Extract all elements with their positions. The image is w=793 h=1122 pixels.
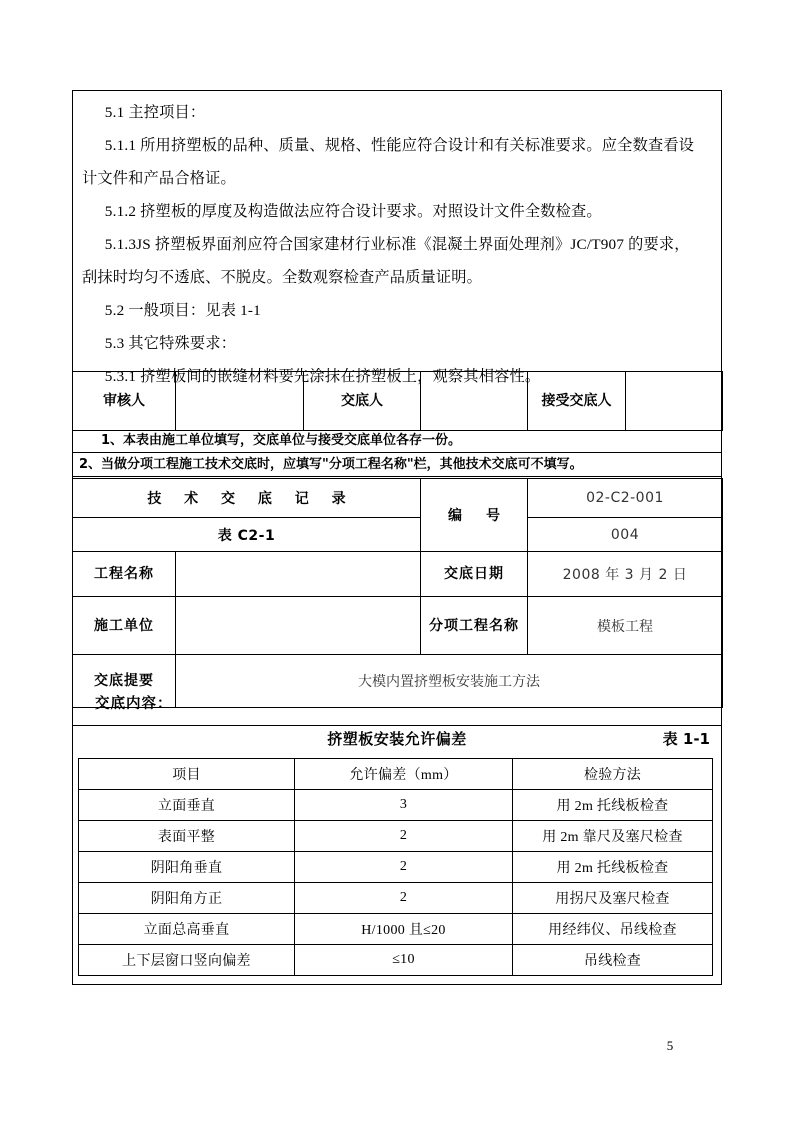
table-row (73, 597, 723, 655)
note-item: 1、本表由施工单位填写，交底单位与接受交底单位各存一份。 (72, 429, 722, 453)
table-header-row (79, 759, 713, 790)
table-row (73, 518, 723, 552)
table-row (73, 372, 723, 431)
record-number-value-secondary: 004 (528, 518, 723, 552)
paragraph: 5.3.1 挤塑板间的嵌缝材料要先涂抹在挤塑板上，观察其相容性。 (104, 368, 541, 385)
deviation-caption-number: 表 1-1 (662, 730, 710, 748)
record-subtitle: 表 C2-1 (73, 518, 421, 552)
signature-label-presenter: 交底人 (304, 372, 421, 431)
signature-label-receiver: 接受交底人 (528, 372, 626, 431)
content-header-strip (72, 685, 722, 726)
deviation-cell-item: 阴阳角垂直 (79, 852, 295, 883)
table-row (79, 852, 713, 883)
handover-date-value: 2008 年 3 月 2 日 (528, 552, 723, 597)
record-number-value-primary: 02-C2-001 (528, 479, 723, 518)
deviation-cell-method: 吊线检查 (513, 945, 713, 976)
signature-table (72, 371, 722, 431)
deviation-caption-row (72, 726, 722, 754)
deviation-cell-method: 用 2m 托线板检查 (513, 852, 713, 883)
deviation-cell-item: 表面平整 (79, 821, 295, 852)
deviation-cell-item: 立面垂直 (79, 790, 295, 821)
paragraph: 5.1 主控项目： (104, 104, 206, 121)
content-label: 交底内容： (95, 696, 173, 712)
table-row (73, 552, 723, 597)
project-name-label: 工程名称 (73, 552, 176, 597)
deviation-caption-title: 挤塑板安装允许偏差 (327, 730, 467, 748)
signature-value-presenter[interactable] (421, 372, 528, 431)
deviation-header-tolerance: 允许偏差（mm） (295, 759, 513, 790)
signature-value-receiver[interactable] (626, 372, 723, 431)
signature-label-reviewer: 审核人 (73, 372, 176, 431)
deviation-cell-tolerance: H/1000 且≤20 (295, 914, 513, 945)
table-row (79, 790, 713, 821)
deviation-cell-tolerance: 3 (295, 790, 513, 821)
table-row (79, 945, 713, 976)
construction-unit-label: 施工单位 (73, 597, 176, 655)
paragraph: 5.2 一般项目：见表 1-1 (104, 302, 261, 319)
record-number-label: 编 号 (421, 479, 528, 552)
signature-value-reviewer[interactable] (176, 372, 304, 431)
deviation-cell-tolerance: 2 (295, 883, 513, 914)
deviation-cell-item: 上下层窗口竖向偏差 (79, 945, 295, 976)
deviation-cell-method: 用 2m 靠尺及塞尺检查 (513, 821, 713, 852)
deviation-cell-item: 立面总高垂直 (79, 914, 295, 945)
deviation-cell-item: 阴阳角方正 (79, 883, 295, 914)
page-number: 5 (666, 1038, 674, 1053)
deviation-cell-method: 用经纬仪、吊线检查 (513, 914, 713, 945)
paragraph: 计文件和产品合格证。 (82, 170, 236, 187)
table-row (79, 821, 713, 852)
deviation-table (78, 758, 712, 976)
notes-block (72, 429, 722, 477)
deviation-header-item: 项目 (79, 759, 295, 790)
subproject-name-label: 分项工程名称 (421, 597, 528, 655)
construction-unit-value[interactable] (176, 597, 421, 655)
technical-record-table (72, 478, 722, 708)
paragraph: 5.1.2 挤塑板的厚度及构造做法应符合设计要求。对照设计文件全数检查。 (104, 203, 602, 220)
table-row (79, 883, 713, 914)
paragraph: 5.3 其它特殊要求： (104, 335, 237, 352)
table-row (79, 914, 713, 945)
record-title: 技 术 交 底 记 录 (73, 479, 421, 518)
deviation-cell-method: 用拐尺及塞尺检查 (513, 883, 713, 914)
deviation-header-method: 检验方法 (513, 759, 713, 790)
paragraph: 5.1.1 所用挤塑板的品种、质量、规格、性能应符合设计和有关标准要求。应全数查看设 (104, 137, 695, 154)
note-item: 2、当做分项工程施工技术交底时，应填写"分项工程名称"栏，其他技术交底可不填写。 (72, 453, 722, 477)
deviation-cell-method: 用 2m 托线板检查 (513, 790, 713, 821)
summary-label: 交底提要 (73, 655, 176, 708)
deviation-cell-tolerance: ≤10 (295, 945, 513, 976)
subproject-name-value: 模板工程 (528, 597, 723, 655)
handover-date-label: 交底日期 (421, 552, 528, 597)
body-text-block (82, 96, 712, 393)
deviation-cell-tolerance: 2 (295, 852, 513, 883)
table-row (73, 479, 723, 518)
paragraph: 刮抹时均匀不透底、不脱皮。全数观察检查产品质量证明。 (82, 269, 483, 286)
summary-value: 大模内置挤塑板安装施工方法 (176, 655, 723, 708)
paragraph: 5.1.3JS 挤塑板界面剂应符合国家建材行业标准《混凝土界面处理剂》JC/T907 的要求， (104, 236, 690, 253)
deviation-cell-tolerance: 2 (295, 821, 513, 852)
project-name-value[interactable] (176, 552, 421, 597)
